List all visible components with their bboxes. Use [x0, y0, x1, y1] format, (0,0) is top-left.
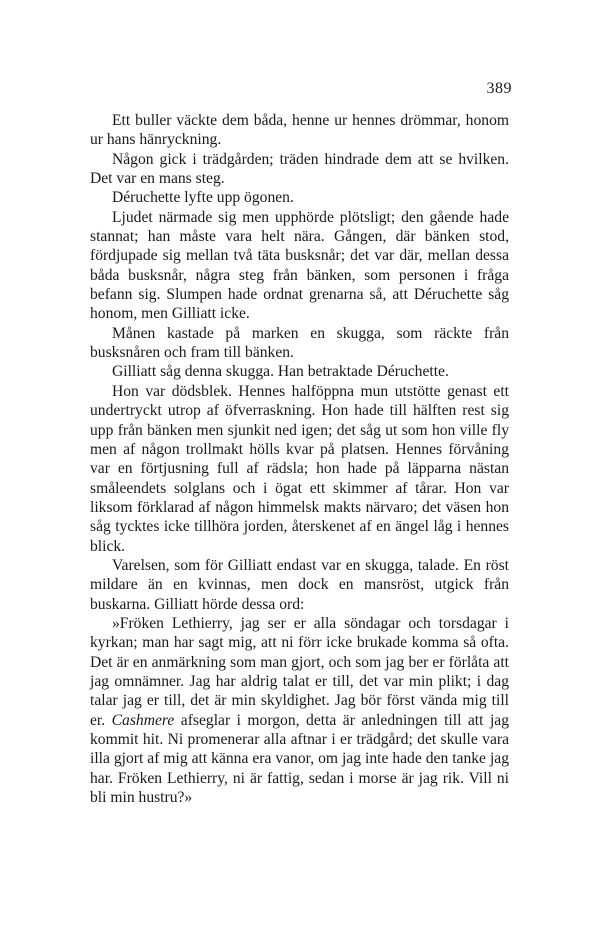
- paragraph-4: Ljudet närmade sig men upphörde plötsligt; den gående hade stannat; han måste vara helt nära. Gången, där bänken stod, fördjupade sig mellan två täta busksnår; det var där, mellan dessa båda busksnår, några steg från bänken, som personen i fråga befann sig. Slumpen hade ordnat grenarna så, att Déruchette såg honom, men Gilliatt icke.: [90, 208, 509, 323]
- page-number: 389: [486, 80, 512, 97]
- speech-part-2: afseglar i morgon, detta är anledningen till att jag kommit hit. Ni promenerar alla aftnar i er trädgård; det skulle vara illa gjort af mig att känna era vanor, om jag inte hade den tanke jag har. Fröken Lethierry, ni är fattig, sedan i morse är jag rik. Vill ni bli min hustru?»: [90, 711, 509, 807]
- paragraph-1: Ett buller väckte dem båda, henne ur hennes drömmar, honom ur hans hänryckning.: [90, 112, 509, 149]
- paragraph-6: Gilliatt såg denna skugga. Han betraktade Déruchette.: [112, 363, 449, 381]
- paragraph-2: Någon gick i trädgården; träden hindrade dem att se hvilken. Det var en mans steg.: [90, 150, 509, 188]
- paragraph-3: Déruchette lyfte upp ögonen.: [112, 189, 294, 207]
- ship-name: Cashmere: [111, 711, 175, 729]
- body-text: [90, 111, 509, 807]
- speech-part-1: »Fröken Lethierry, jag ser er alla söndagar och torsdagar i kyrkan; man har sagt mig, att ni förr icke brukade komma så ofta. Det är en anmärkning som man gjort, och som jag ber er förlåta att jag omnämner. Jag har aldrig talat er till, det var min plikt; i dag talar jag er till, det är min skyldighet. Jag bör först vända mig till er.: [90, 614, 509, 729]
- speech-paragraph: [90, 614, 509, 807]
- paragraph-8: Varelsen, som för Gilliatt endast var en skugga, talade. En röst mildare än en kvinnas, men dock en mansröst, utgick från buskarna. Gilliatt hörde dessa ord:: [90, 556, 509, 613]
- paragraph-5: Månen kastade på marken en skugga, som räckte från busksnåren och fram till bänken.: [90, 324, 509, 362]
- paragraph-7: Hon var dödsblek. Hennes halföppna mun utstötte genast ett undertryckt utrop af öfverraskning. Hon hade till hälften rest sig upp från bänken men sjunkit ned igen; det såg ut som hon ville fly men af någon trollmakt hölls kvar på platsen. Hennes förvåning var en förtjusning full af rädsla; hon hade på läpparna nästan småleendets solglans och i ögat ett skimmer af tårar. Hon var liksom förklarad af någon himmelsk makts närvaro; det väsen hon såg tycktes icke tillhöra jorden, återskenet af en ängel låg i hennes blick.: [90, 382, 509, 555]
